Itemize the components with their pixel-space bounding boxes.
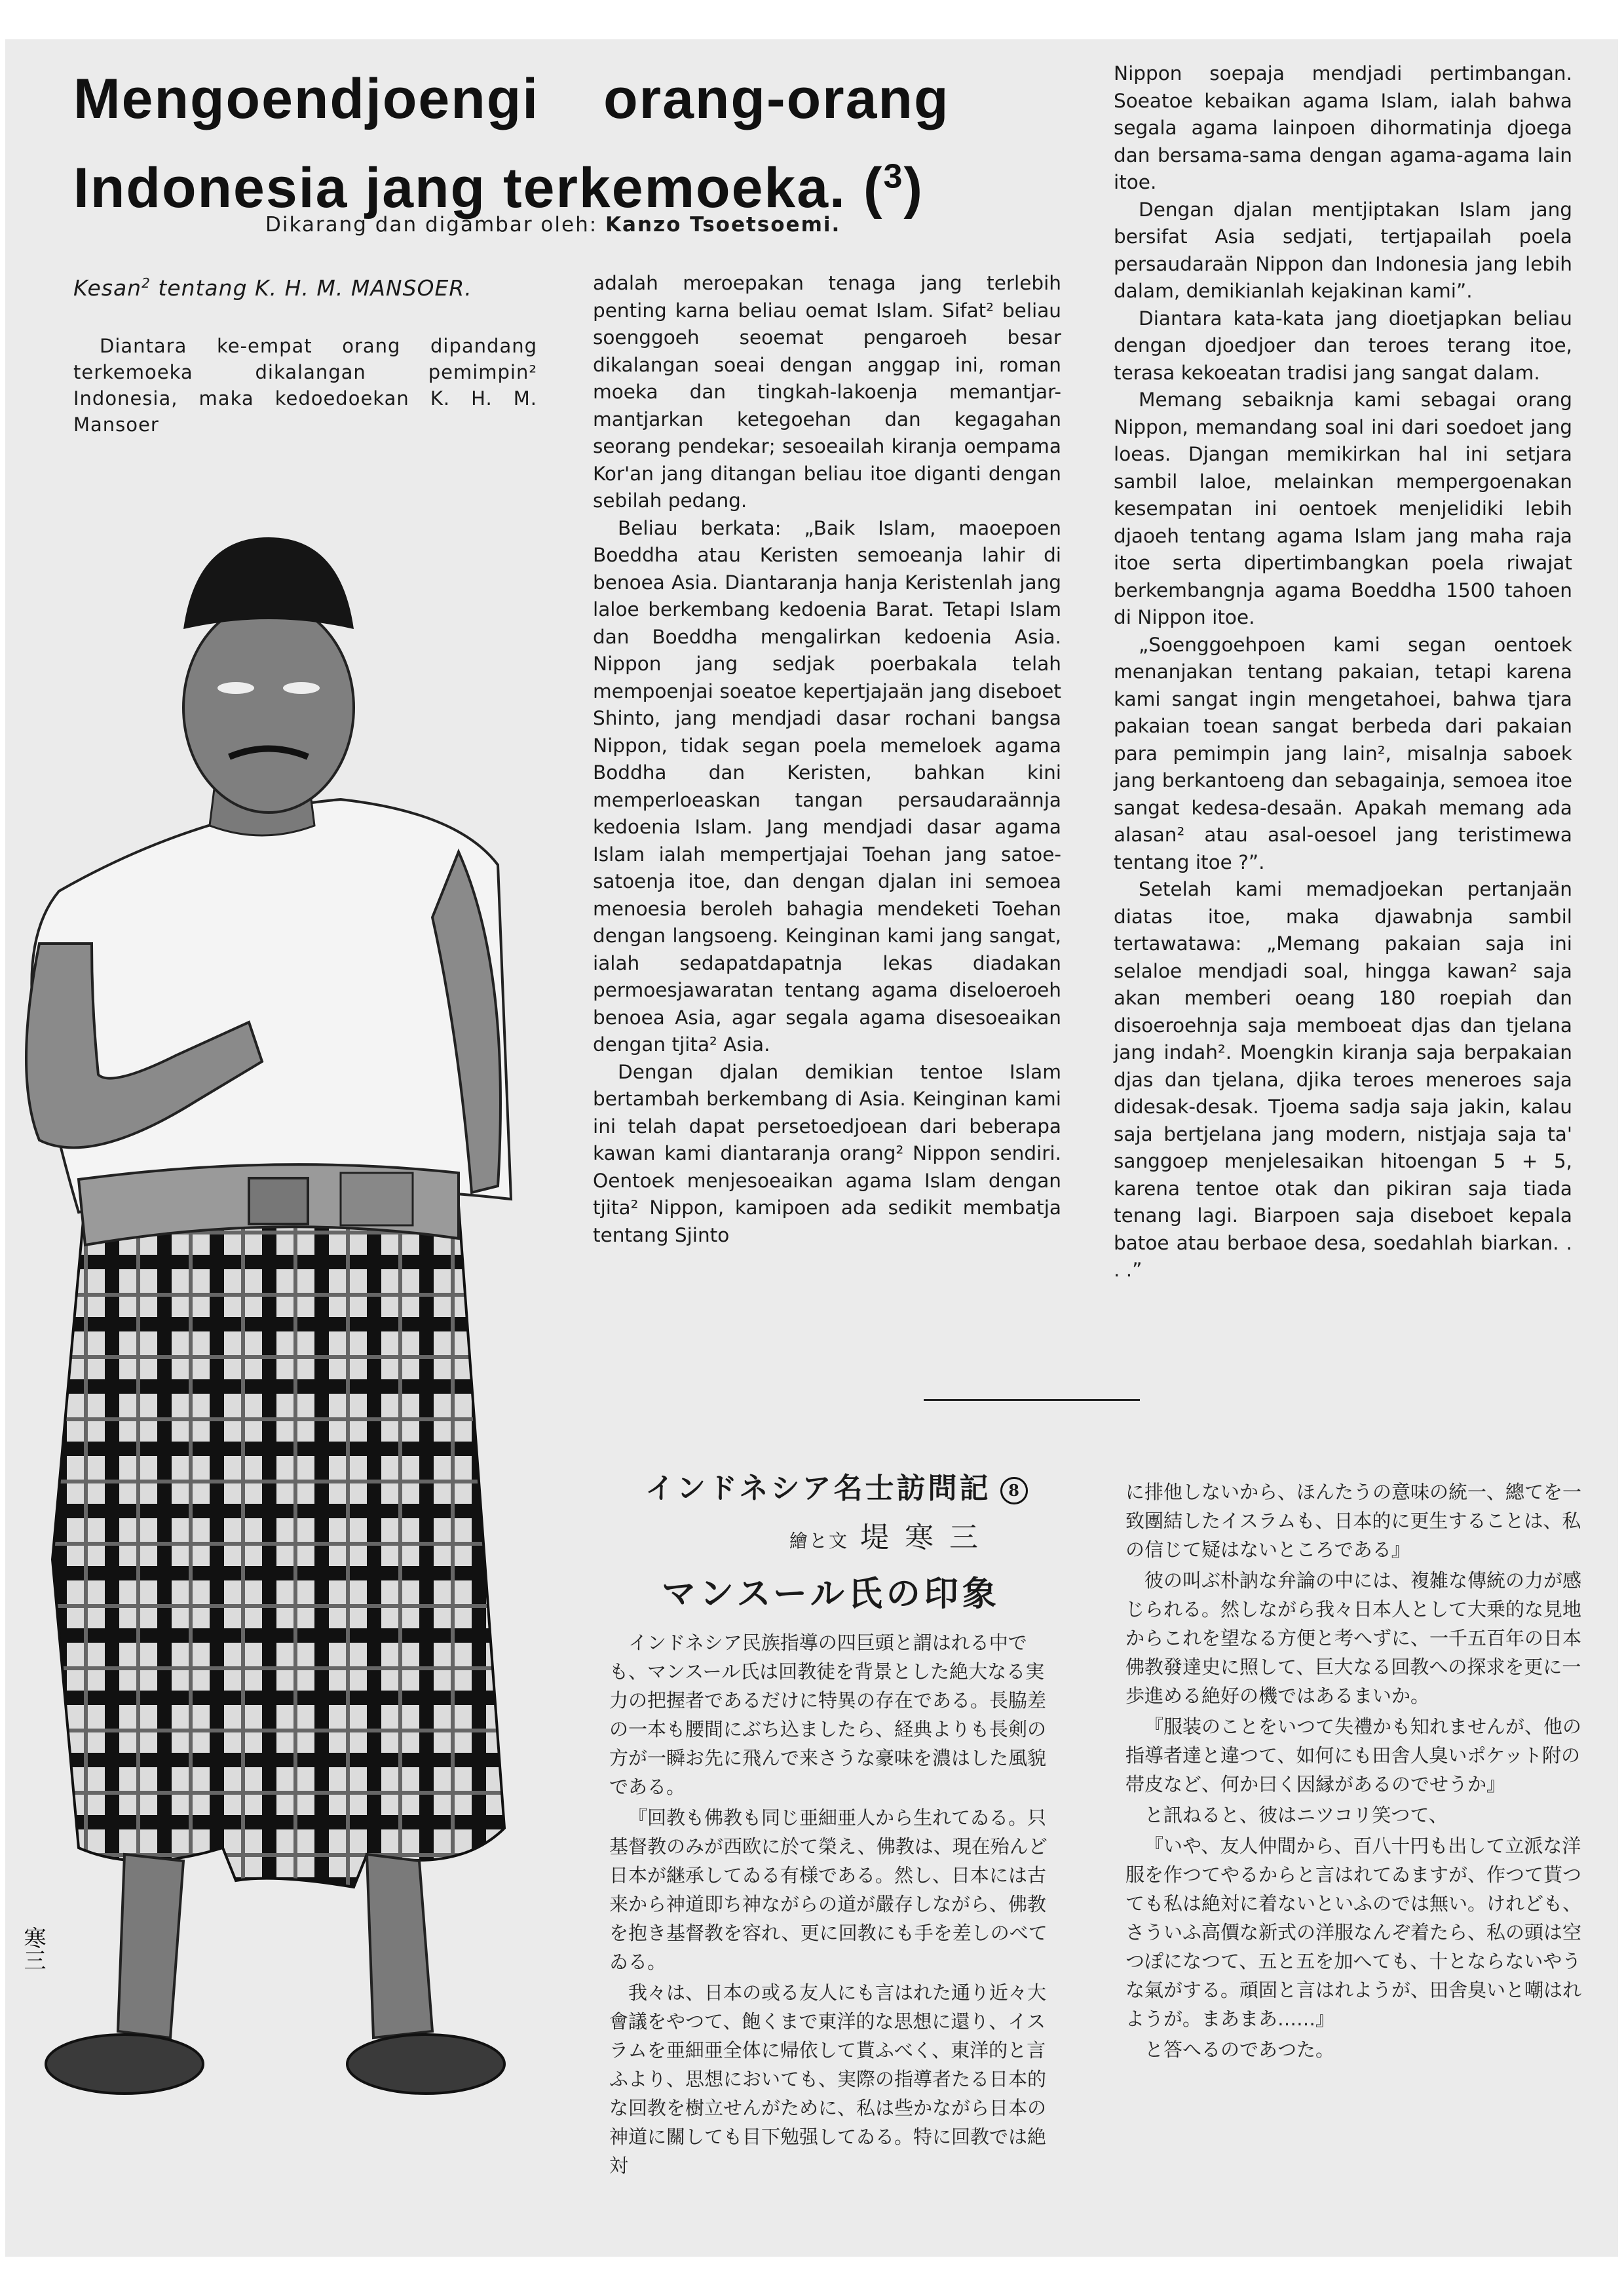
jp-paragraph: インドネシア民族指導の四巨頭と謂はれる中でも、マンスール氏は回教徒を背景とした絶大なる実力の把握者であるだけに特異の存在である。長脇差の一本も腰間にぶち込ましたら、経典よりも長剣の方が一瞬お先に飛んで来さうな豪味を濃はした風貌である。	[609, 1632, 1047, 1798]
col3-paragraph: Diantara kata-kata jang dioetjapkan beliau dengan djoedjoer dan teroes terang itoe, terasa kekoeatan tradisi jang sangat dalam.	[1114, 307, 1572, 384]
headline-line-2-close: )	[903, 156, 924, 220]
headline-line-1: Mengoendjoengi orang-orang	[73, 67, 950, 130]
col2-paragraph: adalah meroepakan tenaga jang terlebih penting karna beliau oemat Islam. Sifat² beliau soenggoeh seoemat pengaroeh besar dikalangan soeai dengan anggap ini, roman moeka dan tingkah-lakoenja memantjar-mantjarkan ketegoehan dan kegagahan seorang pendekar; sesoeailah kiranja oempama Kor'an jang ditangan beliau itoe diganti dengan sebilah pedang.	[593, 272, 1061, 512]
lead-paragraph: Diantara ke-empat orang dipandang terkemoeka dikalangan pemimpin² Indonesia, maka kedoedoekan K. H. M. Mansoer	[73, 335, 537, 436]
peci-cap	[183, 537, 354, 629]
jp-title-text: インドネシア名士訪問記	[645, 1472, 991, 1505]
artist-signature: 寒三	[20, 1926, 46, 1971]
jp-column-left	[609, 1628, 1055, 2182]
section-divider	[924, 1399, 1140, 1401]
article-column-2	[593, 270, 1061, 1249]
jp-author-prefix: 繪と文	[789, 1530, 849, 1552]
col3-paragraph: Nippon soepaja mendjadi pertimbangan. Soeatoe kebaikan agama Islam, ialah bahwa segala agama lainpoen dihormatinja djoega dan bersama-sama dengan agama-agama lain itoe.	[1114, 62, 1572, 193]
jp-paragraph: 『服装のことをいつて失禮かも知れませんが、他の指導者達と違つて、如何にも田舎人臭いポケット附の帯皮など、何か曰く因縁があるのでせうか』	[1125, 1715, 1582, 1795]
left-leg	[118, 1854, 183, 2038]
byline-prefix: Dikarang dan digambar oleh:	[265, 213, 598, 237]
jp-paragraph: と答へるのであつた。	[1144, 2038, 1335, 2061]
jp-paragraph: 彼の叫ぶ朴訥な弁論の中には、複雑な傳統の力が感じられる。然しながら我々日本人として大乗的な見地からこれを望なる方便と考へずに、一千五百年の日本佛教發達史に照して、巨大なる回教への探求を更に一歩進める絶好の機ではあるまいか。	[1125, 1569, 1582, 1707]
right-eye	[283, 682, 320, 694]
jp-title	[645, 1464, 1028, 1506]
jp-subtitle: マンスール氏の印象	[662, 1574, 1000, 1614]
portrait-illustration	[0, 446, 576, 2175]
col2-paragraph: Beliau berkata: „Baik Islam, maoepoen Boeddha atau Keristen semoeanja lahir di benoea Asia. Diantaranja hanja Keristenlah jang laloe berkembang kedoenia Barat. Tetapi Islam dan Boeddha mengalirkan kedoenia Asia. Nippon jang sedjak poerbakala telah mempoenjai soeatoe kepertjajaän jang diseboet Shinto, jang mendjadi dasar rochani bangsa Nippon, tidak segan poela memeloek agama Boddha dan Keristen, bahkan kini memperloeaskan tangan persaudaraännja kedoenia Islam. Jang mendjadi dasar agama Islam ialah mempertjajai Toehan jang satoe-satoenja itoe, dan dengan djalan ini semoea menoesia beroleh bahagia mendeketi Toehan dengan langsoeng. Keinginan kami jang sangat, ialah sedapatdapatnja lekas diadakan permoesjawaratan tentang agama diseloeroeh benoea Asia, agar segala agama disesoeaikan dengan tjita² Asia.	[593, 516, 1061, 1056]
headline-line-2	[73, 157, 924, 220]
jp-paragraph: 『回教も佛教も同じ亜細亜人から生れてゐる。只基督教のみが西欧に於て榮え、佛教は、現在殆んど日本が継承してゐる有様である。然し、日本には古来から神道即ち神ながらの道が嚴存しながら、佛教を抱き基督教を容れ、更に回教にも手を差しのべてゐる。	[609, 1807, 1048, 1973]
article-column-3	[1114, 60, 1572, 1284]
byline-author: Kanzo Tsoetsoemi.	[605, 213, 841, 237]
col2-paragraph: Dengan djalan demikian tentoe Islam bertambah berkembang di Asia. Keinginan kami ini telah dapat persetoedjoean dari beberapa kawan kami diantaranja orang² Nippon sendiri. Oentoek menjesoeaikan agama Islam dengan tjita² Nippon, kamipoen ada sedikit membatja tentang Sjinto	[593, 1060, 1061, 1246]
col3-paragraph: Setelah kami memadjoekan pertanjaän diatas itoe, maka djawabnja sambil tertawatawa: „Memang pakaian saja ini selaloe mendjadi soal, hingga kawan² saja akan memberi oeang 180 roepiah dan disoeroehnja saja memboeat djas dan tjelana jang indah². Moengkin kiranja saja berpakaian djas dan tjelana, djika teroes meneroes saja didesak-desak. Tjoema sadja saja jakin, kalau saja bertjelana jang modern, nistjaja saja ta' sanggoep menjelesaikan hitoengan 5 + 5, karena tentoe otak dan pikiran saja tiada tenang lagi. Biarpoen saja diseboet kepala batoe atau berbaoe desa, soedahlah biarkan. . . .”	[1114, 878, 1572, 1281]
byline	[265, 213, 840, 237]
shirt	[31, 799, 511, 1212]
belt-pocket	[341, 1173, 413, 1225]
belt-buckle	[249, 1178, 308, 1224]
sarong	[52, 1191, 504, 1887]
right-sandal	[347, 2035, 504, 2094]
jp-part-number: 8	[1000, 1477, 1028, 1504]
headline-line-2-text: Indonesia jang terkemoeka. (	[73, 156, 884, 220]
article-subtitle	[73, 275, 472, 301]
jp-paragraph: に排他しないから、ほんたうの意味の統一、總てを一致團結したイスラムも、日本的に更生することは、私の信じて疑はないところである』	[1125, 1481, 1582, 1561]
jp-paragraph: と訊ねると、彼はニツコリ笑つて、	[1144, 1804, 1448, 1826]
headline	[73, 60, 1056, 227]
left-sandal	[46, 2035, 203, 2094]
face	[183, 603, 354, 813]
col3-paragraph: Dengan djalan mentjiptakan Islam jang bersifat Asia sedjati, tertjapailah poela persaudaraän Nippon dan Indonesia jang lebih dalam, demikianlah kejakinan kami”.	[1114, 198, 1572, 302]
jp-paragraph: 『いや、友人仲間から、百八十円も出して立派な洋服を作つてやるからと言はれてゐますが、作つて貰つても私は絶対に着ないといふのでは無い。けれども、さういふ高價な新式の洋服なんぞ着たら、私の頭は空つぽになつて、五と五を加へても、十とならないやうな氣がする。頑固と言はれようが、田舎臭いと嘲はれようが。まあまあ……』	[1125, 1835, 1582, 2030]
subtitle-pre: Kesan	[73, 275, 142, 301]
jp-author	[789, 1514, 994, 1556]
right-leg	[367, 1854, 432, 2038]
col3-paragraph: „Soenggoehpoen kami segan oentoek menanjakan tentang pakaian, tetapi karena kami sangat ingin mengetahoei, bahwa tjara pakaian toean sangat berbeda dari pakaian para pemimpin jang lain², misalnja saboek jang berkantoeng dan sebagainja, semoea itoe sangat kedesa-desaän. Apakah memang ada alasan² atau asal-oesoel jang teristimewa tentang itoe ?”.	[1114, 633, 1572, 873]
left-eye	[217, 682, 254, 694]
headline-part-number: 3	[883, 157, 904, 195]
subtitle-post: tentang K. H. M. MANSOER.	[150, 275, 472, 301]
subtitle-sup: 2	[142, 275, 151, 291]
jp-column-right	[1125, 1478, 1584, 2066]
jp-paragraph: 我々は、日本の或る友人にも言はれた通り近々大會議をやつて、飽くまで東洋的な思想に還り、イスラムを亜細亜全体に帰依して貰ふべく、東洋的と言ふより、思想においても、実際の指導者たる日本的な回教を樹立せんがために、私は些かながら日本の神道に關しても目下勉强してゐる。特に回教では絶対	[609, 1981, 1047, 2177]
jp-author-name: 堤寒三	[860, 1521, 994, 1554]
col3-paragraph: Memang sebaiknja kami sebagai orang Nippon, memandang soal ini dari soedoet jang loeas. Djangan memikirkan hal ini setjara sambil laloe, melainkan mempergoenakan kesempatan ini oentoek menjelidiki lebih djaoeh tentang agama Islam jang maha raja itoe serta dipertimbangkan poela riwajat berkembangnja agama Boeddha 1500 tahoen di Nippon itoe.	[1114, 389, 1572, 628]
